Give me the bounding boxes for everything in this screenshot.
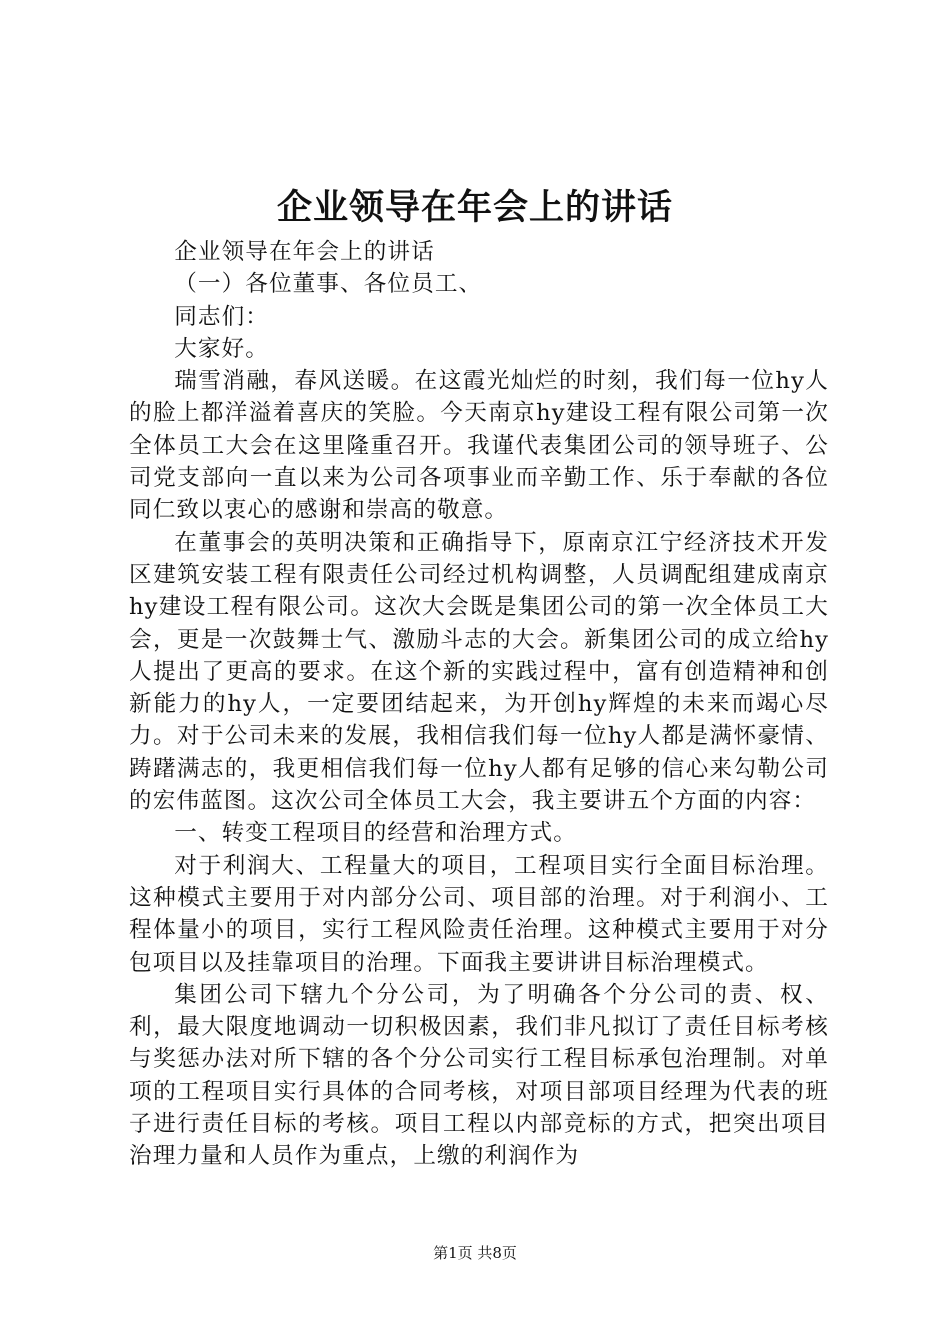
paragraph-opening: 瑞雪消融，春风送暖。在这霞光灿烂的时刻，我们每一位hy人的脸上都洋溢着喜庆的笑脸。今天南京hy建设工程有限公司第一次全体员工大会在这里隆重召开。我谨代表集团公司的领导班子、公司党支部向一直以来为公司各项事业而辛勤工作、乐于奉献的各位同仁致以衷心的感谢和崇高的敬意。 [129,368,829,524]
paragraph-management-modes: 对于利润大、工程量大的项目，工程项目实行全面目标治理。这种模式主要用于对内部分公司、项目部的治理。对于利润小、工程体量小的项目，实行工程风险责任治理。这种模式主要用于对分包项目以及挂靠项目的治理。下面我主要讲讲目标治理模式。 [129,852,829,976]
paragraph-greeting: 大家好。 [174,335,269,362]
paragraph-background: 在董事会的英明决策和正确指导下，原南京江宁经济技术开发区建筑安装工程有限责任公司经过机构调整，人员调配组建成南京hy建设工程有限公司。这次大会既是集团公司的第一次全体员工大会，更是一次鼓舞士气、激励斗志的大会。新集团公司的成立给hy人提出了更高的要求。在这个新的实践过程中，富有创造精神和创新能力的hy人，一定要团结起来，为开创hy辉煌的未来而竭心尽力。对于公司未来的发展，我相信我们每一位hy人都是满怀豪情、踌躇满志的，我更相信我们每一位hy人都有足够的信心来勾勒公司的宏伟蓝图。这次公司全体员工大会，我主要讲五个方面的内容： [129,529,829,815]
paragraph-salutation-2: 同志们： [174,303,269,330]
paragraph-salutation-1: （一）各位董事、各位员工、 [174,271,483,298]
paragraph-subtitle: 企业领导在年会上的讲话 [174,239,435,265]
paragraph-target-management: 集团公司下辖九个分公司，为了明确各个分公司的责、权、利，最大限度地调动一切积极因素，我们非凡拟订了责任目标考核与奖惩办法对所下辖的各个分公司实行工程目标承包治理制。对单项的工程项目实行具体的合同考核，对项目部项目经理为代表的班子进行责任目标的考核。项目工程以内部竞标的方式，把突出项目治理力量和人员作为重点，上缴的利润作为 [129,981,829,1170]
paragraph-section-heading-1: 一、转变工程项目的经营和治理方式。 [174,820,577,847]
document-body [129,236,829,1173]
page-footer: 第1页 共8页 [433,1244,517,1262]
document-title: 企业领导在年会上的讲话 [276,187,673,228]
